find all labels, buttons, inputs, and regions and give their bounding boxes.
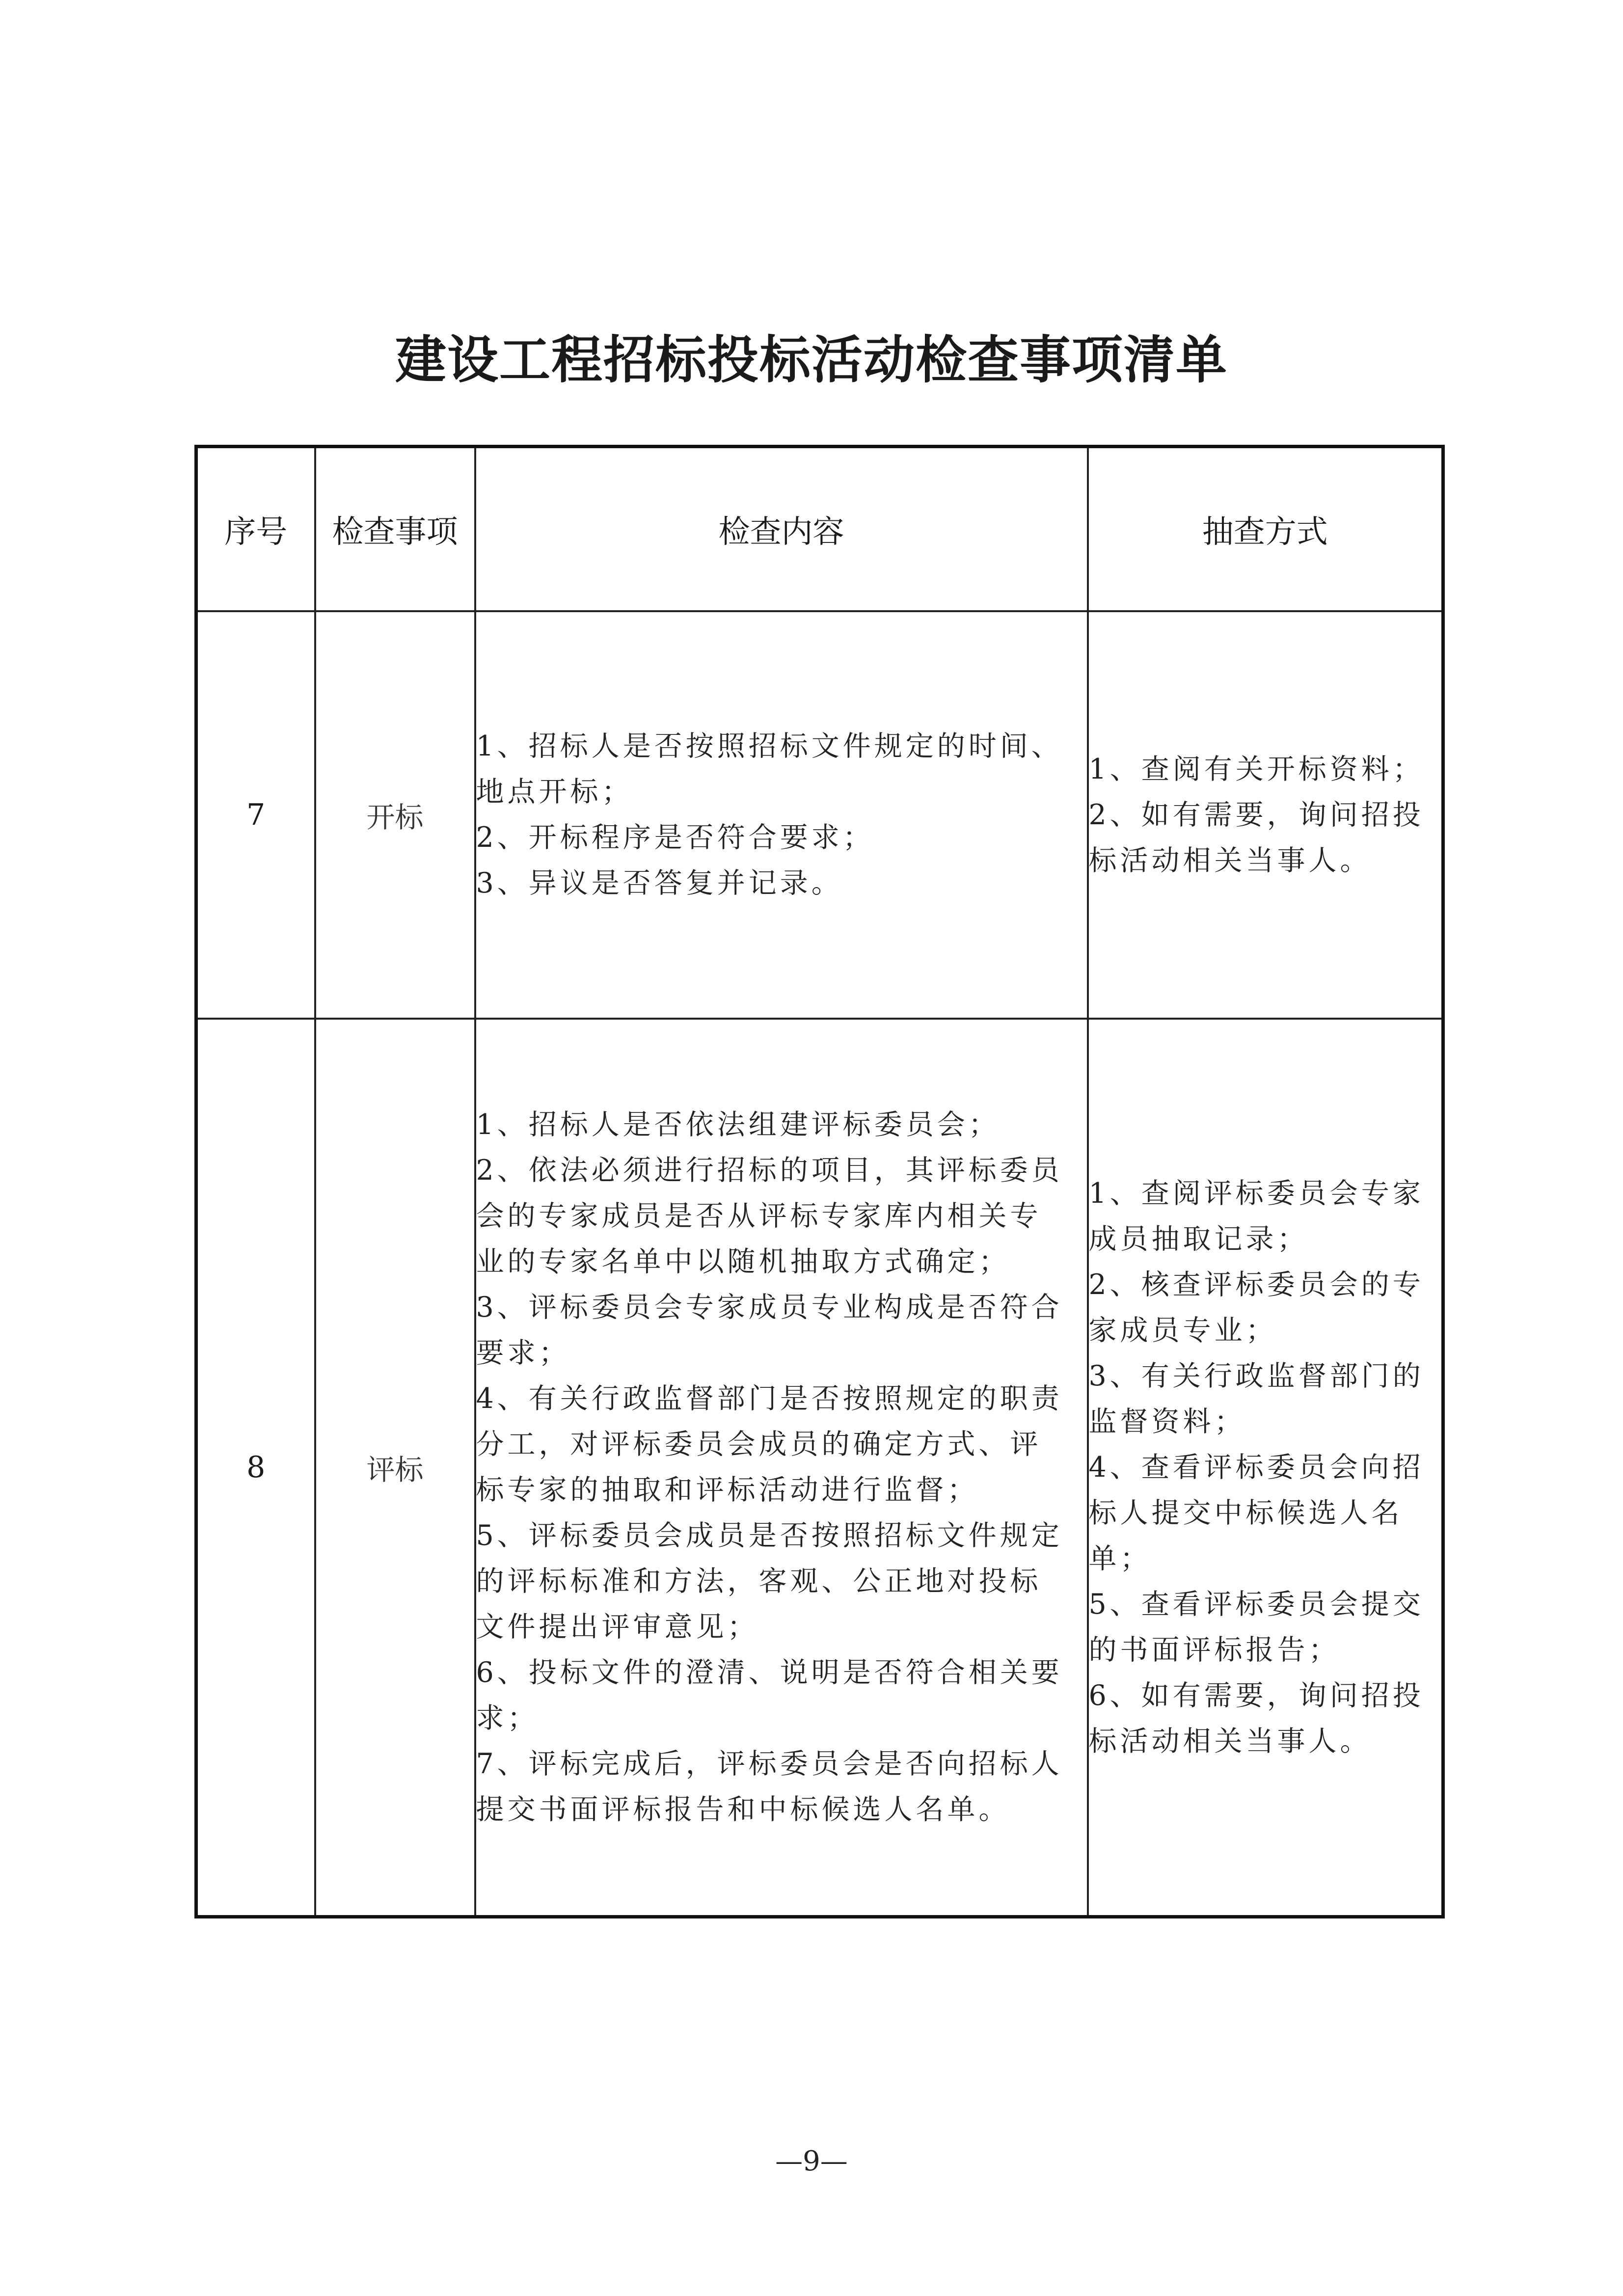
method-line: 标人提交中标候选人名 xyxy=(1088,1496,1403,1529)
method-line: 3、有关行政监督部门的 xyxy=(1088,1359,1424,1392)
content-line: 分工，对评标委员会成员的确定方式、评 xyxy=(476,1428,1042,1460)
content-line: 求； xyxy=(476,1702,539,1734)
content-line: 要求； xyxy=(476,1337,570,1369)
method-line: 标活动相关当事人。 xyxy=(1088,844,1372,877)
method-line: 的书面评标报告； xyxy=(1088,1633,1340,1666)
content-line: 4、有关行政监督部门是否按照规定的职责 xyxy=(476,1382,1063,1415)
method-line: 2、核查评标委员会的专 xyxy=(1088,1268,1424,1301)
row-check-item: 开标 xyxy=(315,611,475,1019)
content-line: 3、评标委员会专家成员专业构成是否符合 xyxy=(476,1291,1063,1324)
method-line: 6、如有需要，询问招投 xyxy=(1088,1679,1424,1712)
page-number: —9— xyxy=(775,2145,848,2177)
content-line: 标专家的抽取和评标活动进行监督； xyxy=(476,1474,979,1506)
row-inspection-method xyxy=(1088,1019,1443,1917)
content-line: 6、投标文件的澄清、说明是否符合相关要 xyxy=(476,1656,1063,1689)
table-header-row xyxy=(196,447,1443,612)
header-number: 序号 xyxy=(196,447,315,612)
row-number: 8 xyxy=(196,1019,315,1917)
row-inspection-method xyxy=(1088,611,1443,1019)
content-line: 地点开标； xyxy=(476,776,633,808)
content-line: 3、异议是否答复并记录。 xyxy=(476,867,843,899)
method-line: 5、查看评标委员会提交 xyxy=(1088,1588,1424,1621)
content-line: 5、评标委员会成员是否按照招标文件规定 xyxy=(476,1519,1063,1552)
document-title: 建设工程招标投标活动检查事项清单 xyxy=(395,329,1228,390)
checklist-table xyxy=(194,445,1445,1918)
content-line: 提交书面评标报告和中标候选人名单。 xyxy=(476,1793,1010,1826)
content-line: 文件提出评审意见； xyxy=(476,1611,759,1643)
content-line: 1、招标人是否依法组建评标委员会； xyxy=(476,1108,1000,1141)
content-line: 的评标标准和方法，客观、公正地对投标 xyxy=(476,1565,1042,1597)
header-check-content: 检查内容 xyxy=(475,447,1088,612)
row-check-item: 评标 xyxy=(315,1019,475,1917)
table-row xyxy=(196,611,1443,1019)
row-check-content xyxy=(475,611,1088,1019)
row-check-content xyxy=(475,1019,1088,1917)
content-line: 7、评标完成后，评标委员会是否向招标人 xyxy=(476,1748,1063,1780)
content-line: 2、依法必须进行招标的项目，其评标委员 xyxy=(476,1154,1063,1187)
header-check-item: 检查事项 xyxy=(315,447,475,612)
table-row xyxy=(196,1019,1443,1917)
content-line: 2、开标程序是否符合要求； xyxy=(476,821,874,854)
method-line: 2、如有需要，询问招投 xyxy=(1088,798,1424,831)
row-number: 7 xyxy=(196,611,315,1019)
method-line: 单； xyxy=(1088,1542,1152,1575)
method-line: 1、查阅评标委员会专家 xyxy=(1088,1177,1424,1210)
method-line: 1、查阅有关开标资料； xyxy=(1088,753,1424,785)
content-line: 业的专家名单中以随机抽取方式确定； xyxy=(476,1245,1010,1278)
method-line: 监督资料； xyxy=(1088,1405,1246,1438)
content-line: 会的专家成员是否从评标专家库内相关专 xyxy=(476,1200,1042,1232)
content-line: 1、招标人是否按照招标文件规定的时间、 xyxy=(476,730,1063,762)
method-line: 成员抽取记录； xyxy=(1088,1222,1309,1255)
method-line: 4、查看评标委员会向招 xyxy=(1088,1451,1424,1484)
method-line: 家成员专业； xyxy=(1088,1314,1277,1347)
header-inspection-method: 抽查方式 xyxy=(1088,447,1443,612)
method-line: 标活动相关当事人。 xyxy=(1088,1725,1372,1757)
